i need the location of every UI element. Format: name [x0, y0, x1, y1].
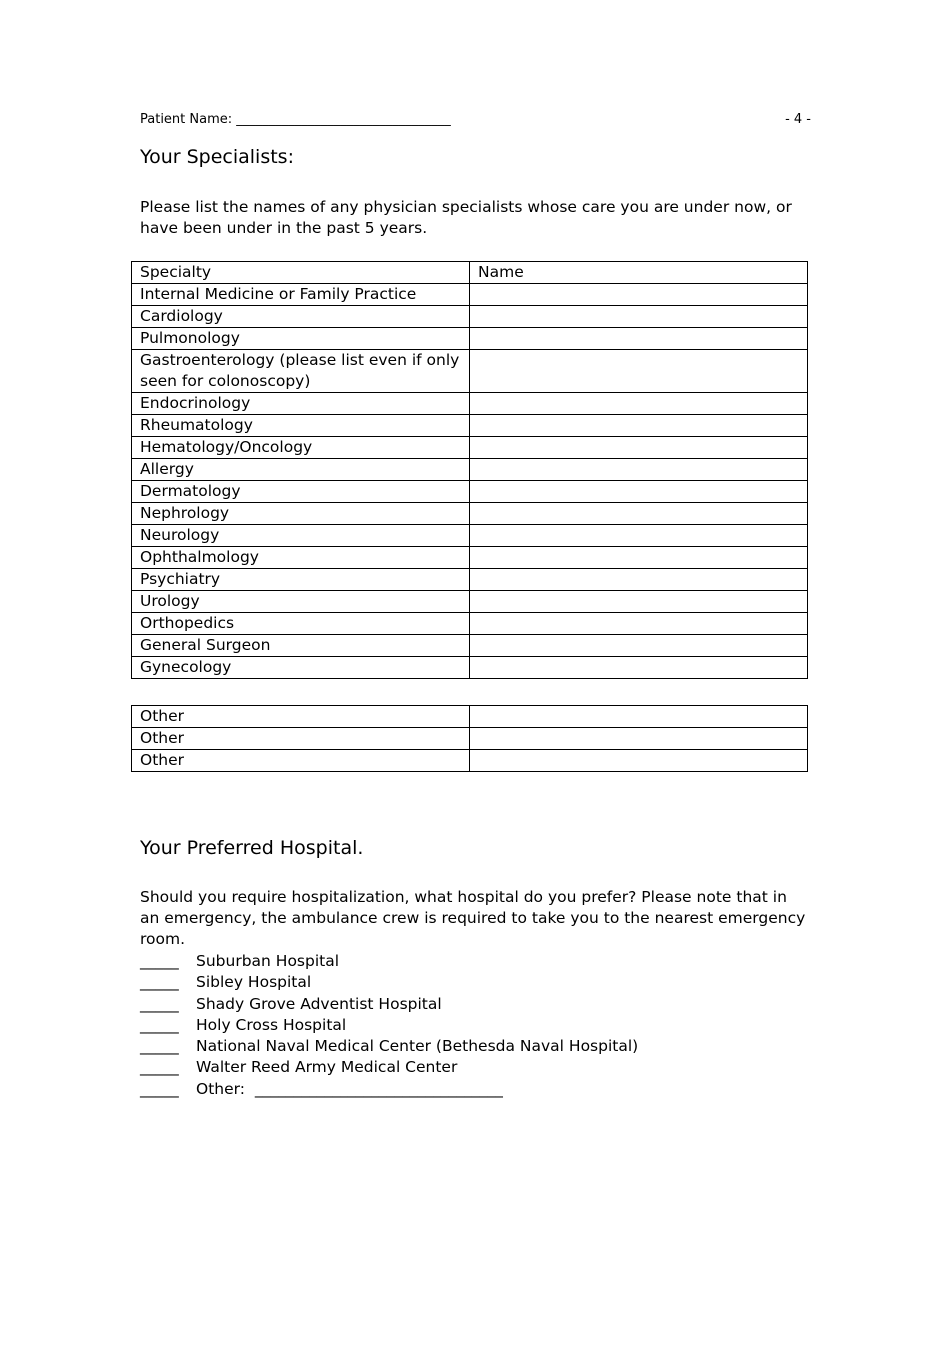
other-specialists-table — [131, 705, 808, 772]
specialty-cell: Gynecology — [132, 657, 470, 679]
specialty-cell: Psychiatry — [132, 569, 470, 591]
patient-name-line: Patient Name: _________________________________ — [140, 112, 451, 127]
other-specialty-cell[interactable]: Other — [132, 728, 470, 750]
specialty-cell: Endocrinology — [132, 393, 470, 415]
checkbox-blank[interactable]: _____ — [140, 973, 179, 992]
table-header-row — [132, 262, 808, 284]
name-input-cell[interactable] — [470, 284, 808, 306]
name-input-cell[interactable] — [470, 547, 808, 569]
list-item — [140, 994, 638, 1015]
specialty-cell: Rheumatology — [132, 415, 470, 437]
name-input-cell[interactable] — [470, 591, 808, 613]
table-row — [132, 657, 808, 679]
specialty-cell: Pulmonology — [132, 328, 470, 350]
name-input-cell[interactable] — [470, 437, 808, 459]
hospital-option-label: National Naval Medical Center (Bethesda Naval Hospital) — [196, 1037, 639, 1056]
table-row — [132, 706, 808, 728]
table-row — [132, 613, 808, 635]
name-input-cell[interactable] — [470, 328, 808, 350]
specialty-cell: Dermatology — [132, 481, 470, 503]
checkbox-blank[interactable]: _____ — [140, 994, 179, 1013]
table-row — [132, 306, 808, 328]
specialty-cell: Gastroenterology (please list even if only seen for colonoscopy) — [132, 350, 470, 393]
table-row — [132, 635, 808, 657]
specialty-cell: Internal Medicine or Family Practice — [132, 284, 470, 306]
checkbox-blank[interactable]: _____ — [140, 1015, 179, 1034]
hospital-title: Your Preferred Hospital. — [140, 837, 364, 859]
page-header — [140, 112, 811, 130]
specialty-cell: Ophthalmology — [132, 547, 470, 569]
table-row — [132, 393, 808, 415]
hospital-intro: Should you require hospitalization, what hospital do you prefer? Please note that in an emergency, the ambulance crew is required to take you to the nearest emergency room. — [140, 888, 806, 948]
hospital-option-label: Sibley Hospital — [196, 973, 312, 992]
table-row — [132, 284, 808, 306]
table-row — [132, 591, 808, 613]
list-item — [140, 1057, 638, 1078]
specialty-cell: Hematology/Oncology — [132, 437, 470, 459]
name-input-cell[interactable] — [470, 613, 808, 635]
name-input-cell[interactable] — [470, 657, 808, 679]
page-number: - 4 - — [785, 112, 811, 127]
table-row — [132, 728, 808, 750]
list-item — [140, 951, 638, 972]
specialty-cell: Nephrology — [132, 503, 470, 525]
checkbox-blank[interactable]: _____ — [140, 1079, 179, 1098]
hospital-option-label: Holy Cross Hospital — [196, 1015, 347, 1034]
table-row — [132, 415, 808, 437]
hospital-option-label: Suburban Hospital — [196, 952, 340, 970]
name-input-cell[interactable] — [470, 706, 808, 728]
hospital-option-label: Walter Reed Army Medical Center — [196, 1058, 458, 1077]
column-header-name: Name — [470, 262, 808, 284]
table-row — [132, 481, 808, 503]
checkbox-blank[interactable]: _____ — [140, 952, 179, 970]
table-row — [132, 350, 808, 393]
table-row — [132, 459, 808, 481]
specialists-intro: Please list the names of any physician specialists whose care you are under now, or have been under in the past 5 years. — [140, 198, 792, 237]
name-input-cell[interactable] — [470, 415, 808, 437]
hospital-options-list — [140, 951, 638, 1100]
name-input-cell[interactable] — [470, 350, 808, 393]
list-item — [140, 1036, 638, 1057]
list-item — [140, 1079, 638, 1100]
other-specialty-cell[interactable]: Other — [132, 706, 470, 728]
specialty-cell: Orthopedics — [132, 613, 470, 635]
specialists-table — [131, 261, 808, 679]
checkbox-blank[interactable]: _____ — [140, 1058, 179, 1077]
list-item — [140, 972, 638, 993]
specialists-title: Your Specialists: — [140, 146, 294, 168]
name-input-cell[interactable] — [470, 459, 808, 481]
table-row — [132, 503, 808, 525]
specialty-cell: Urology — [132, 591, 470, 613]
name-input-cell[interactable] — [470, 393, 808, 415]
checkbox-blank[interactable]: _____ — [140, 1037, 179, 1056]
column-header-specialty: Specialty — [132, 262, 470, 284]
table-row — [132, 437, 808, 459]
name-input-cell[interactable] — [470, 306, 808, 328]
specialty-cell: Neurology — [132, 525, 470, 547]
specialty-cell: Allergy — [132, 459, 470, 481]
table-row — [132, 328, 808, 350]
hospital-option-label: Shady Grove Adventist Hospital — [196, 994, 442, 1013]
hospital-option-label[interactable]: Other: ________________________________ — [196, 1079, 503, 1098]
list-item — [140, 1015, 638, 1036]
specialty-cell: General Surgeon — [132, 635, 470, 657]
name-input-cell[interactable] — [470, 728, 808, 750]
table-row — [132, 569, 808, 591]
table-row — [132, 525, 808, 547]
name-input-cell[interactable] — [470, 481, 808, 503]
other-specialty-cell[interactable]: Other — [132, 750, 470, 772]
name-input-cell[interactable] — [470, 569, 808, 591]
specialty-cell: Cardiology — [132, 306, 470, 328]
name-input-cell[interactable] — [470, 525, 808, 547]
table-row — [132, 750, 808, 772]
name-input-cell[interactable] — [470, 503, 808, 525]
table-row — [132, 547, 808, 569]
name-input-cell[interactable] — [470, 750, 808, 772]
name-input-cell[interactable] — [470, 635, 808, 657]
